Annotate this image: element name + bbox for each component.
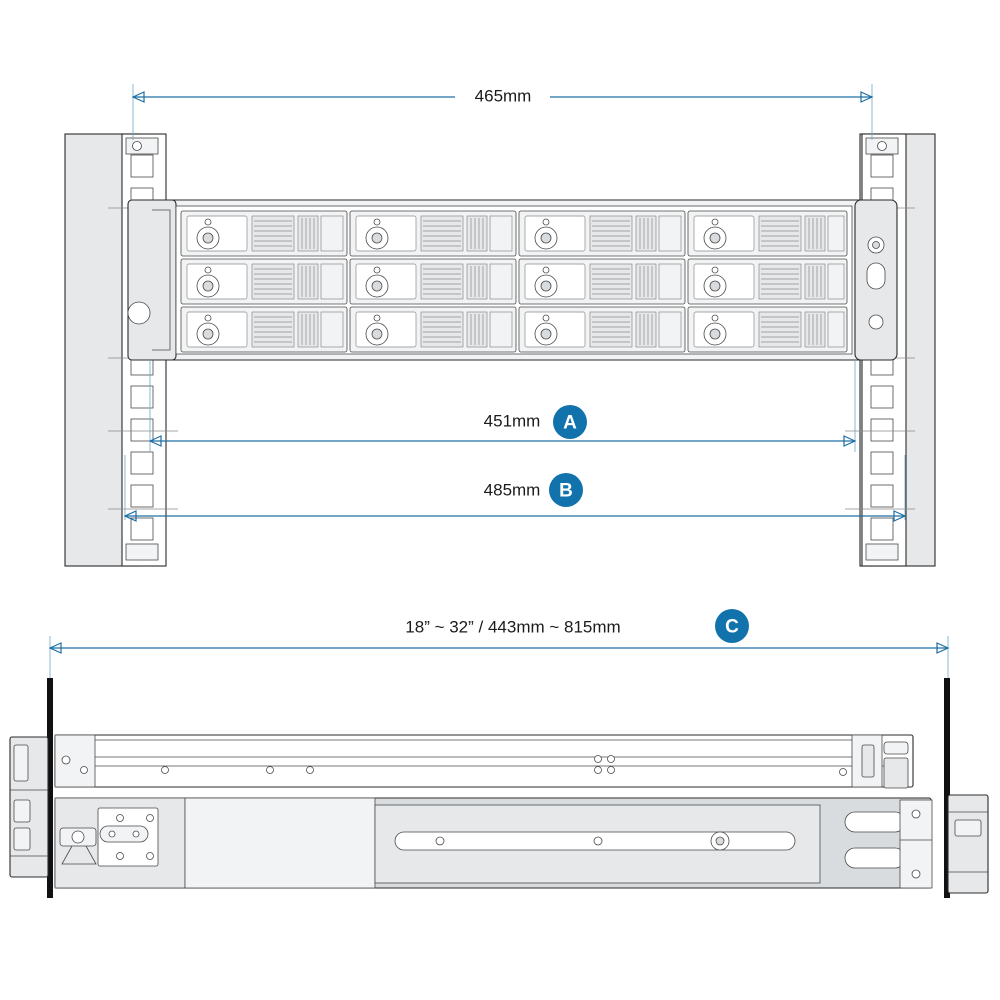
drive-tray xyxy=(688,211,847,256)
dimension-rail-range-label: 18” ~ 32” / 443mm ~ 815mm xyxy=(405,617,621,637)
drive-tray xyxy=(688,307,847,352)
dimension-451mm xyxy=(150,360,855,452)
slide-rail-side-view xyxy=(10,678,988,898)
drive-tray xyxy=(181,211,347,256)
drive-tray xyxy=(519,259,685,304)
dimension-485mm-label: 485mm xyxy=(483,480,541,500)
drive-tray xyxy=(181,307,347,352)
dimension-rail-range xyxy=(50,609,948,690)
drive-tray xyxy=(519,307,685,352)
drive-tray xyxy=(688,259,847,304)
dimension-465mm-label: 465mm xyxy=(474,86,532,106)
chassis-front-view xyxy=(128,200,897,360)
dimension-465mm xyxy=(133,84,872,140)
rail-outer-upper xyxy=(55,735,913,787)
drive-tray xyxy=(350,211,516,256)
badge-a: A xyxy=(563,412,577,434)
badge-c: C xyxy=(725,616,739,638)
dimension-451mm-label: 451mm xyxy=(483,411,541,431)
badge-b: B xyxy=(559,480,573,502)
dimension-485mm xyxy=(125,455,905,521)
drive-tray xyxy=(519,211,685,256)
drive-tray xyxy=(181,259,347,304)
drive-tray xyxy=(350,307,516,352)
drive-tray xyxy=(350,259,516,304)
